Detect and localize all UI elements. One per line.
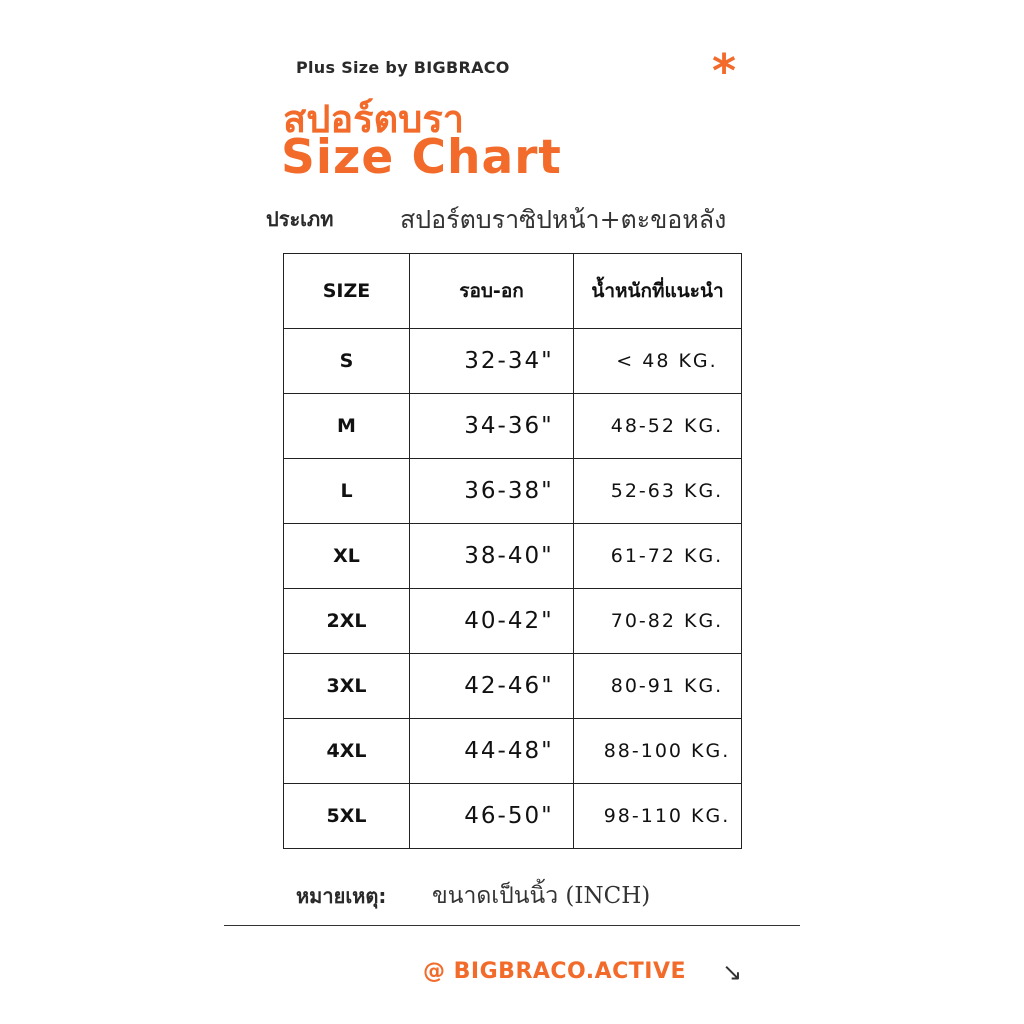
social-handle[interactable]: @ BIGBRACO.ACTIVE (423, 959, 687, 984)
chest-cell: 34-36" (410, 394, 574, 459)
size-cell: XL (284, 524, 410, 589)
header-weight: น้ำหนักที่แนะนำ (574, 254, 742, 329)
table-row (284, 654, 742, 719)
note-value: ขนาดเป็นนิ้ว (INCH) (432, 883, 651, 909)
divider-line (224, 925, 800, 926)
title-size-chart: Size Chart (281, 130, 562, 185)
chest-cell: 46-50" (410, 784, 574, 849)
table-row (284, 459, 742, 524)
table-row (284, 394, 742, 459)
chest-cell: 40-42" (410, 589, 574, 654)
header-size: SIZE (284, 254, 410, 329)
size-cell: 2XL (284, 589, 410, 654)
weight-cell: 52-63 KG. (574, 459, 742, 524)
chest-cell: 44-48" (410, 719, 574, 784)
chest-cell: 38-40" (410, 524, 574, 589)
size-chart-table (283, 253, 742, 849)
table-row (284, 589, 742, 654)
table-row (284, 719, 742, 784)
size-cell: 5XL (284, 784, 410, 849)
header-chest: รอบ-อก (410, 254, 574, 329)
size-cell: S (284, 329, 410, 394)
size-cell: 3XL (284, 654, 410, 719)
size-cell: 4XL (284, 719, 410, 784)
weight-cell: 48-52 KG. (574, 394, 742, 459)
weight-cell: 70-82 KG. (574, 589, 742, 654)
brand-label: Plus Size by BIGBRACO (296, 58, 510, 77)
type-value: สปอร์ตบราซิปหน้า+ตะขอหลัง (400, 205, 727, 234)
arrow-down-right-icon: ↘ (722, 958, 743, 986)
note-label: หมายเหตุ: (296, 884, 387, 908)
weight-cell: < 48 KG. (574, 329, 742, 394)
weight-cell: 98-110 KG. (574, 784, 742, 849)
chest-cell: 32-34" (410, 329, 574, 394)
table-row (284, 329, 742, 394)
asterisk-icon: * (712, 44, 737, 98)
weight-cell: 80-91 KG. (574, 654, 742, 719)
size-cell: M (284, 394, 410, 459)
size-cell: L (284, 459, 410, 524)
weight-cell: 88-100 KG. (574, 719, 742, 784)
chest-cell: 36-38" (410, 459, 574, 524)
weight-cell: 61-72 KG. (574, 524, 742, 589)
table-row (284, 524, 742, 589)
chest-cell: 42-46" (410, 654, 574, 719)
table-row (284, 784, 742, 849)
type-label: ประเภท (266, 207, 334, 231)
table-header-row (284, 254, 742, 329)
title-thai: สปอร์ตบรา (283, 97, 465, 141)
